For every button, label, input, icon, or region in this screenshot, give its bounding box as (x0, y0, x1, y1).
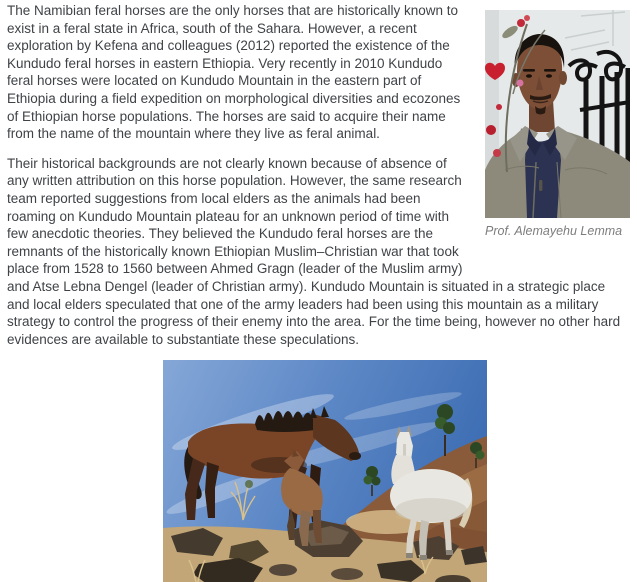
paragraph-2: Their historical backgrounds are not clearly known because of absence of any written attribution on this horse population. However, the same research team reported suggestions from local elders as the animals had been roaming on Kundudo Mountain plateau for an unknown period of time with few anecdotic theories. They believed the Kundudo feral horses are the remnants of the historically known Ethiopian Muslim–Christian war that took place from 1528 to 1560 between Ahmed Gragn (leader of the Muslim army) and Atse Lebna Dengel (leader of Christian army). Kundudo Mountain is situated in a strategic place and local elders speculated that one of the army leaders had been using this mountain as a military strategy to control the progress of their enemy into the area. For the time being, however no other hard evidences are available to substantiate these speculations. (7, 155, 621, 347)
paragraph-1: The Namibian feral horses are the only horses that are historically known to exist in a feral state in Africa, south of the Sahara. However, a recent exploration by Kefena and colleagues (2012) reported the existence of the Kundudo feral horses in eastern Ethiopia. Very recently in 2010 Kundudo feral horses were located on Kundudo Mountain in the eastern part of Ethiopia during a field expedition on morphological diversities and ecozones of Ethiopian horse populations. The horses are said to acquire their name from the name of the mountain where they live as feral animal. (7, 3, 461, 142)
professor-portrait-figure (485, 10, 630, 239)
horses-photo (163, 360, 487, 582)
portrait-caption: Prof. Alemayehu Lemma (485, 224, 623, 238)
horses-photo-figure (163, 360, 487, 582)
professor-photo (485, 10, 630, 218)
article-body (7, 2, 630, 582)
